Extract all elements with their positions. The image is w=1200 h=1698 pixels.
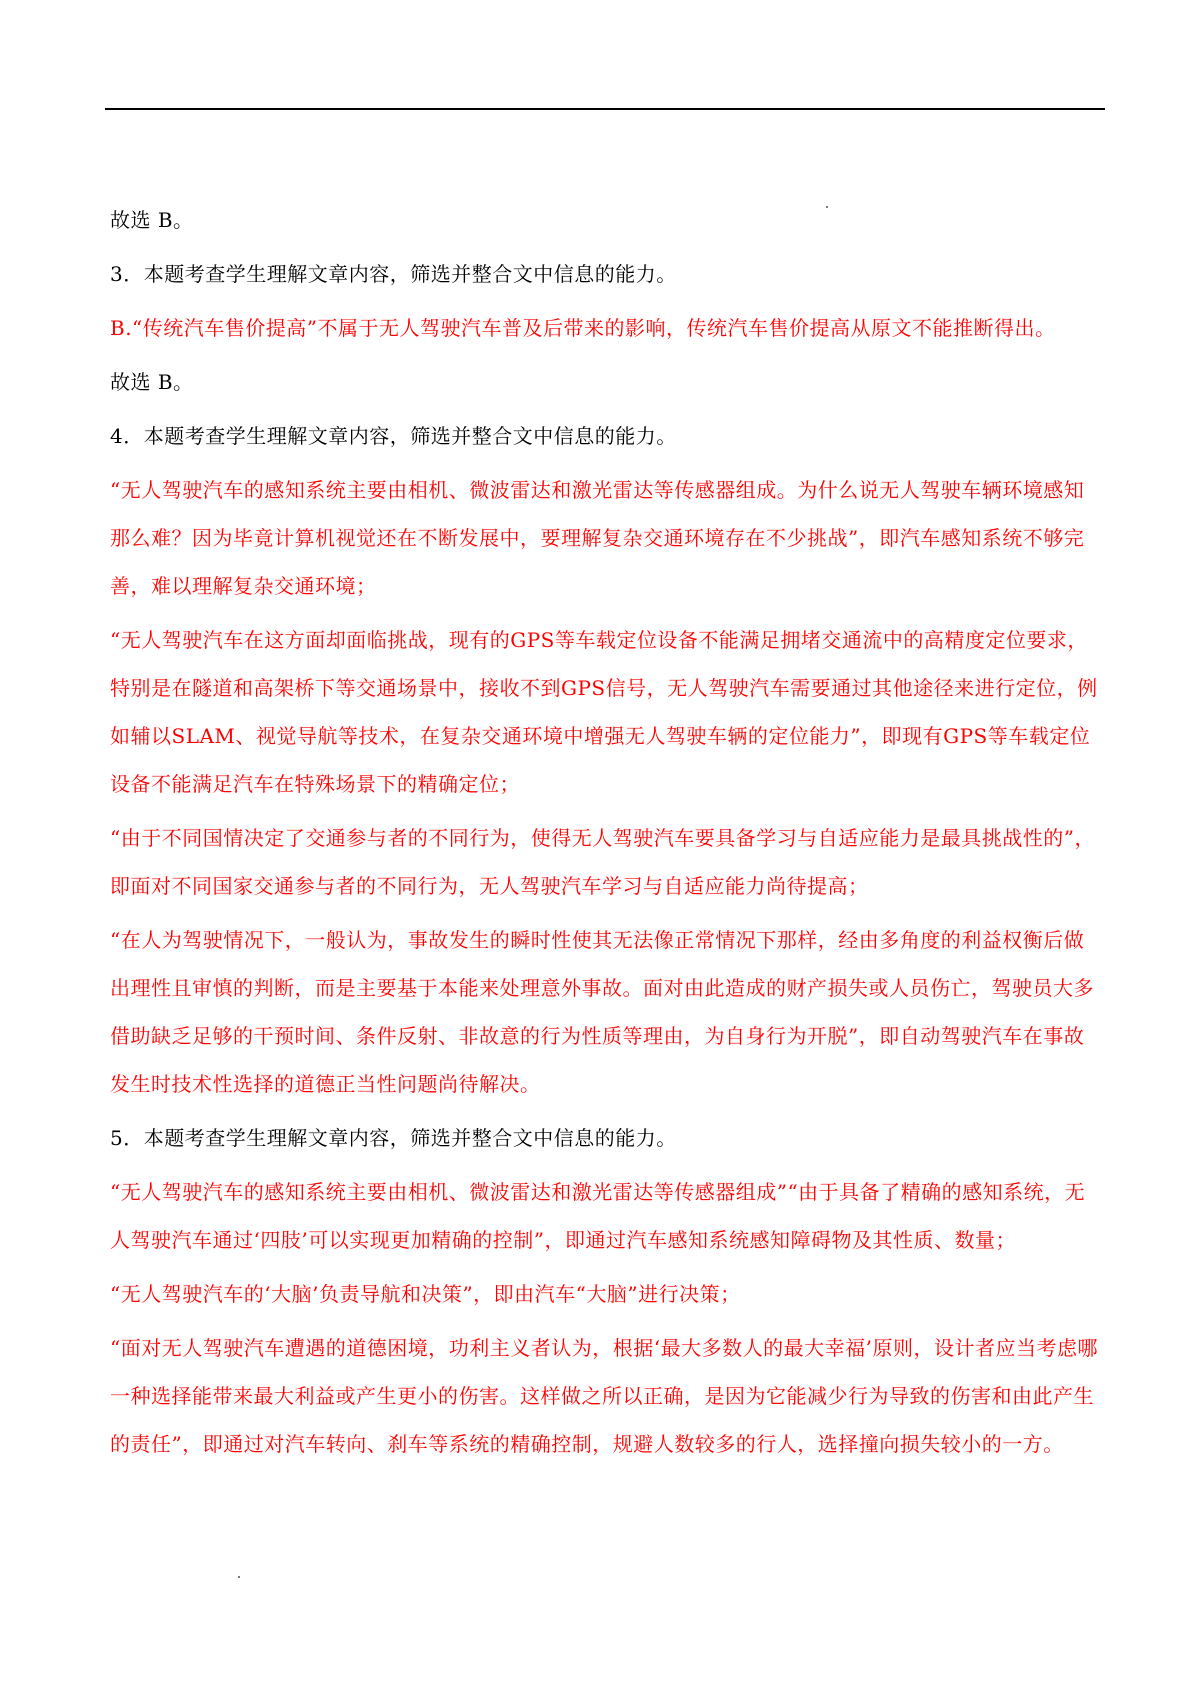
question-4-point-1: “无人驾驶汽车的感知系统主要由相机、微波雷达和激光雷达等传感器组成。为什么说无人驾驶车辆环境感知那么难？因为毕竟计算机视觉还在不断发展中，要理解复杂交通环境存在不少挑战”，即汽车感知系统不够完善，难以理解复杂交通环境； — [110, 478, 1085, 598]
question-5-point-3: “面对无人驾驶汽车遭遇的道德困境，功利主义者认为，根据‘最大多数人的最大幸福’原则，设计者应当考虑哪一种选择能带来最大利益或产生更小的伤害。这样做之所以正确，是因为它能减少行为导致的伤害和由此产生的责任”，即通过对汽车转向、刹车等系统的精确控制，规避人数较多的行人，选择撞向损失较小的一方。 — [110, 1336, 1098, 1456]
document-body — [110, 196, 1100, 1474]
stray-mark — [238, 1576, 240, 1578]
question-5-point-1: “无人驾驶汽车的感知系统主要由相机、微波雷达和激光雷达等传感器组成”“由于具备了精确的感知系统，无人驾驶汽车通过‘四肢’可以实现更加精确的控制”，即通过汽车感知系统感知障碍物及其性质、数量； — [110, 1180, 1086, 1252]
question-4-point-3: “由于不同国情决定了交通参与者的不同行为，使得无人驾驶汽车要具备学习与自适应能力是最具挑战性的”，即面对不同国家交通参与者的不同行为，无人驾驶汽车学习与自适应能力尚待提高； — [110, 826, 1095, 898]
conclusion-line: 故选 B。 — [110, 370, 194, 394]
header-rule — [105, 108, 1105, 110]
question-3-heading: 3．本题考查学生理解文章内容，筛选并整合文中信息的能力。 — [110, 262, 677, 286]
conclusion-line: 故选 B。 — [110, 208, 194, 232]
question-4-heading: 4．本题考查学生理解文章内容，筛选并整合文中信息的能力。 — [110, 424, 677, 448]
question-5-point-2: “无人驾驶汽车的‘大脑’负责导航和决策”，即由汽车“大脑”进行决策； — [110, 1282, 741, 1306]
question-3-analysis: B.“传统汽车售价提高”不属于无人驾驶汽车普及后带来的影响，传统汽车售价提高从原文不能推断得出。 — [110, 316, 1056, 340]
question-5-heading: 5．本题考查学生理解文章内容，筛选并整合文中信息的能力。 — [110, 1126, 677, 1150]
question-4-point-2: “无人驾驶汽车在这方面却面临挑战，现有的GPS等车载定位设备不能满足拥堵交通流中的高精度定位要求，特别是在隧道和高架桥下等交通场景中，接收不到GPS信号，无人驾驶汽车需要通过其他途径来进行定位，例如辅以SLAM、视觉导航等技术，在复杂交通环境中增强无人驾驶车辆的定位能力”，即现有GPS等车载定位设备不能满足汽车在特殊场景下的精确定位； — [110, 628, 1098, 796]
question-4-point-4: “在人为驾驶情况下，一般认为，事故发生的瞬时性使其无法像正常情况下那样，经由多角度的利益权衡后做出理性且审慎的判断，而是主要基于本能来处理意外事故。面对由此造成的财产损失或人员伤亡，驾驶员大多借助缺乏足够的干预时间、条件反射、非故意的行为性质等理由，为自身行为开脱”，即自动驾驶汽车在事故发生时技术性选择的道德正当性问题尚待解决。 — [110, 928, 1094, 1096]
